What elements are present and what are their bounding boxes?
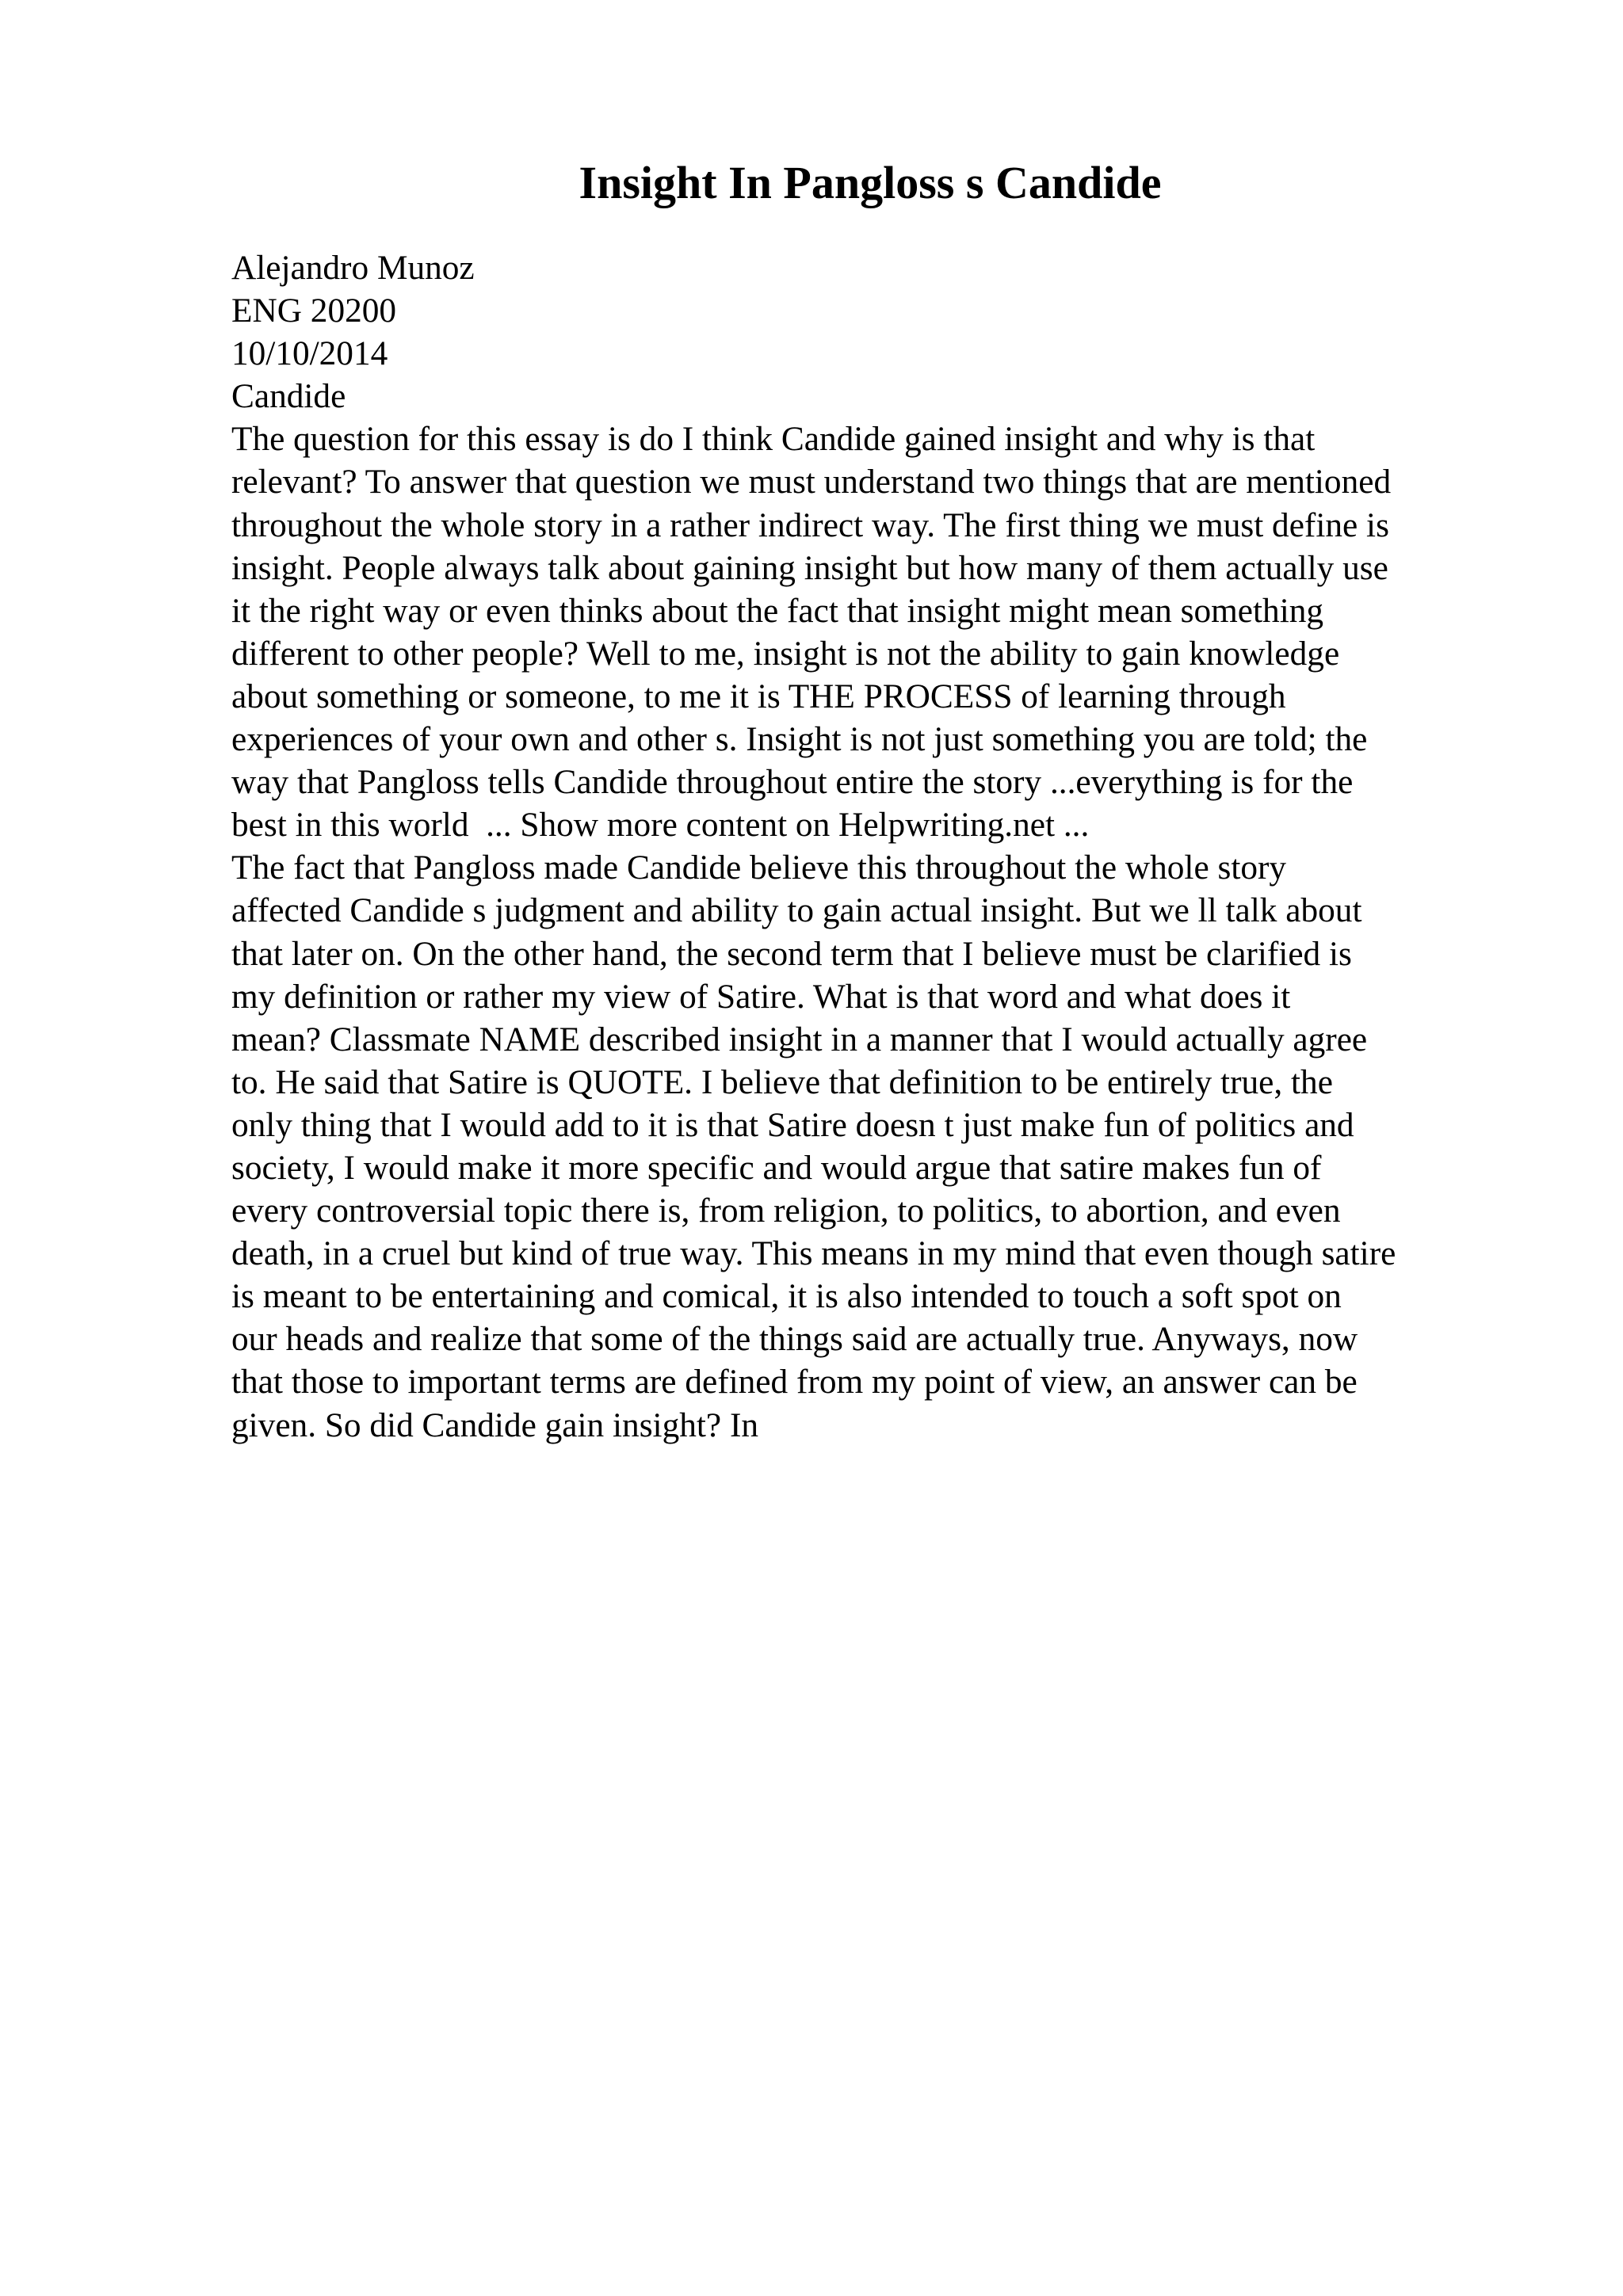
body-line: it the right way or even thinks about the fact that insight might mean something [231, 591, 1324, 630]
body-line: my definition or rather my view of Satire. What is that word and what does it [231, 977, 1291, 1016]
body-line: to. He said that Satire is QUOTE. I believe that definition to be entirely true, the [231, 1062, 1333, 1101]
body-line: death, in a cruel but kind of true way. This means in my mind that even though satire [231, 1234, 1396, 1273]
body-line: our heads and realize that some of the things said are actually true. Anyways, now [231, 1320, 1358, 1359]
body-line: given. So did Candide gain insight? In [231, 1405, 759, 1444]
document-body [231, 246, 1610, 1447]
date-line: 10/10/2014 [231, 334, 388, 373]
body-line: throughout the whole story in a rather indirect way. The first thing we must define is [231, 505, 1389, 544]
document-title: Insight In Pangloss s Candide [579, 157, 1162, 208]
body-line: different to other people? Well to me, insight is not the ability to gain knowledge [231, 634, 1340, 673]
body-line: The question for this essay is do I think Candide gained insight and why is that [231, 420, 1316, 459]
body-line: relevant? To answer that question we must understand two things that are mentioned [231, 463, 1392, 502]
body-line: insight. People always talk about gaining insight but how many of them actually use [231, 548, 1388, 587]
body-line: affected Candide s judgment and ability to gain actual insight. But we ll talk about [231, 891, 1362, 930]
body-line: way that Pangloss tells Candide throughout entire the story ...everything is for the [231, 763, 1354, 802]
body-line: mean? Classmate NAME described insight in a manner that I would actually agree [231, 1020, 1368, 1058]
body-line: is meant to be entertaining and comical, it is also intended to touch a soft spot on [231, 1277, 1342, 1316]
course-line: ENG 20200 [231, 292, 397, 330]
body-line: experiences of your own and other s. Insight is not just something you are told; the [231, 720, 1368, 759]
body-line: only thing that I would add to it is that Satire doesn t just make fun of politics and [231, 1105, 1354, 1144]
body-line: that later on. On the other hand, the second term that I believe must be clarified is [231, 934, 1352, 973]
author-line: Alejandro Munoz [231, 249, 475, 287]
body-line: that those to important terms are defined from my point of view, an answer can be [231, 1363, 1358, 1402]
body-line: society, I would make it more specific and would argue that satire makes fun of [231, 1148, 1322, 1187]
body-line: every controversial topic there is, from religion, to politics, to abortion, and even [231, 1192, 1341, 1230]
body-line: about something or someone, to me it is THE PROCESS of learning through [231, 677, 1286, 715]
body-line: The fact that Pangloss made Candide believe this throughout the whole story [231, 849, 1287, 887]
subject-line: Candide [231, 377, 346, 416]
show-more-line: best in this world ... Show more content on Helpwriting.net ... [231, 806, 1090, 845]
